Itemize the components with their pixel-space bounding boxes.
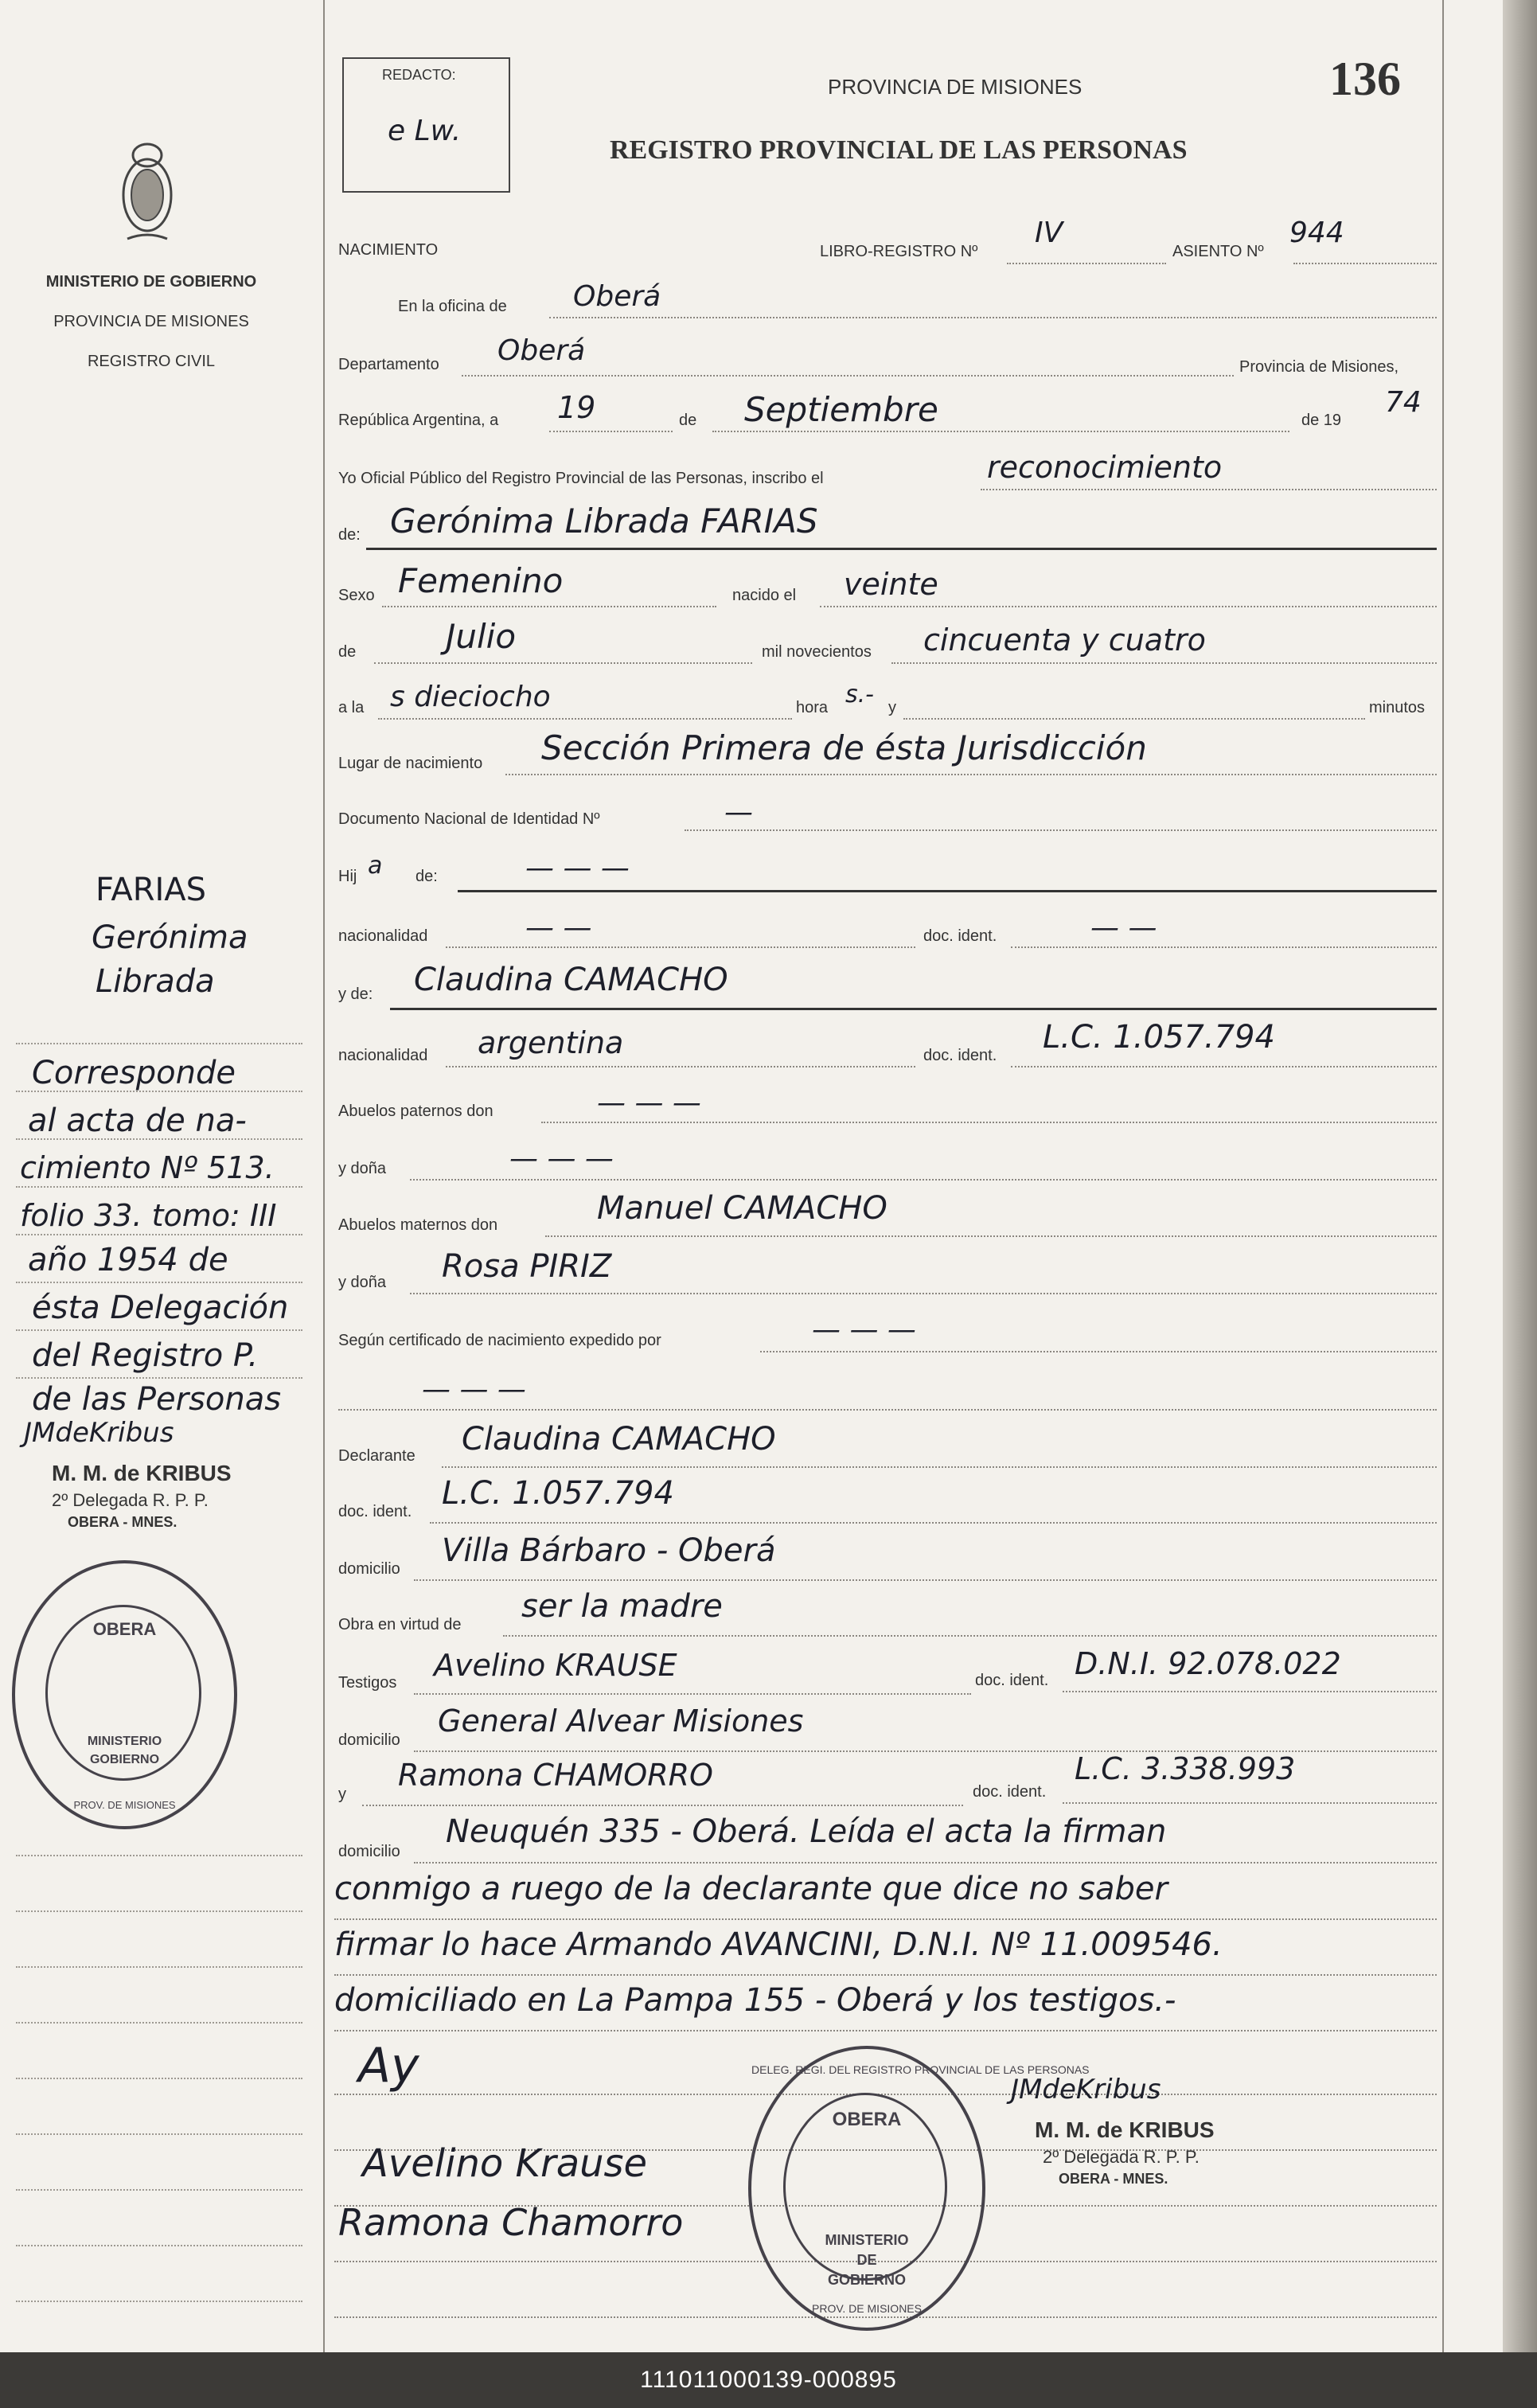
delegada-name-bottom: M. M. de KRIBUS [1035,2117,1215,2142]
fecha-de: de [679,412,697,429]
oficina-line [549,317,1437,318]
province-header: PROVINCIA DE MISIONES [828,75,1083,99]
ab-pat-value: — — — [597,1087,701,1119]
barcode-label: 111011000139-000895 [640,2367,897,2393]
hora-label2: hora [796,699,829,716]
provincia-suffix: Provincia de Misiones, [1239,358,1399,376]
ab-pat-line [541,1122,1437,1123]
sexo-label: Sexo [338,587,375,604]
nac1-value: — — [525,911,592,944]
nacido-value: veinte [844,567,938,602]
margin-line: ésta Delegación [32,1290,289,1326]
madre-line [390,1008,1437,1010]
margin-rule-12 [16,2022,302,2024]
official-seal-left [12,1560,237,1829]
signature-1: Ay [358,2038,419,2094]
nacido-label: nacido el [732,587,797,604]
lugar-line [505,774,1437,775]
departamento-line [462,375,1234,377]
seal-inner1-left: MINISTERIO [87,1735,162,1748]
redacto-box [342,57,510,193]
testigos-doc-line [1063,1691,1437,1692]
coat-of-arms-icon [119,135,175,247]
ab-mat-value: Manuel CAMACHO [597,1190,887,1227]
testigo2-doc-line [1063,1802,1437,1804]
ab-pat-d-line [410,1179,1437,1181]
nombre-value: Gerónima Librada FARIAS [390,502,818,541]
segun-line2 [338,1409,1437,1411]
nac2-doc-line [1011,1066,1437,1067]
nac1-doc-line [1011,946,1437,948]
delegada-place-bottom: OBERA - MNES. [1059,2171,1168,2187]
margin-rule-14 [16,2133,302,2135]
doc-decl-line [430,1522,1437,1524]
nac1-doc-value: — — [1090,911,1157,944]
oficial-label: Yo Oficial Público del Registro Provincial de las Personas, inscribo el [338,470,824,487]
declarante-label: Declarante [338,1447,415,1465]
hora-y: y [888,699,896,716]
de-label: de: [338,526,361,544]
seal-inner2: DE [856,2252,877,2268]
testigos-label: Testigos [338,1674,397,1692]
delegada-title-left: 2º Delegada R. P. P. [52,1490,209,1510]
hijo-de: de: [415,868,438,885]
mes-line [374,662,752,664]
libro-value: IV [1035,217,1063,249]
ab-pat-d-value: — — — [509,1142,614,1175]
seal-top-text: OBERA [832,2109,902,2130]
margin-rule-5 [16,1234,302,1235]
madre-label: y de: [338,985,373,1003]
margin-line: del Registro P. [32,1337,259,1374]
delegada-place-left: OBERA - MNES. [68,1514,177,1530]
signature-2: Avelino Krause [362,2141,648,2186]
seal-inner3: GOBIERNO [827,2272,906,2288]
seal-outer-text: DELEG. REGI. DEL REGISTRO PROVINCIAL DE LAS PERSONAS [751,2063,1090,2076]
page-title: REGISTRO PROVINCIAL DE LAS PERSONAS [610,135,1188,165]
margin-line: año 1954 de [28,1242,228,1278]
mil-line [891,662,1437,664]
signature-3: Ramona Chamorro [338,2201,684,2244]
nac2-label: nacionalidad [338,1047,428,1064]
asiento-value: 944 [1289,217,1344,249]
margin-rule-9 [16,1855,302,1856]
nac2-value: argentina [478,1025,624,1060]
hijo-suffix: a [368,852,383,880]
margin-line: de las Personas [32,1381,282,1418]
ab-mat-d-label: y doña [338,1274,387,1291]
domicilio1-label: domicilio [338,1560,400,1578]
asiento-line [1293,263,1437,264]
sexo-value: Femenino [398,561,564,600]
testigo2-value: Ramona CHAMORRO [398,1758,713,1793]
domicilio3-value: Neuquén 335 - Oberá. Leída el acta la firman [446,1813,1167,1850]
mil-value: cincuenta y cuatro [923,622,1206,658]
registry-label: REGISTRO CIVIL [87,353,216,370]
day-line [549,431,673,432]
doc-decl-value: L.C. 1.057.794 [442,1475,674,1512]
fecha-de2: de 19 [1301,412,1342,429]
seal-top-text-left: OBERA [92,1619,157,1639]
nac1-line [446,946,915,948]
doc-decl-label: doc. ident. [338,1503,412,1520]
domicilio3-label: domicilio [338,1843,400,1860]
segun-line [760,1351,1437,1352]
testigos-value: Avelino KRAUSE [434,1648,677,1683]
libro-line [1007,263,1166,264]
margin-line: cimiento Nº 513. [20,1150,275,1185]
month-line [712,431,1289,432]
domicilio1-line [414,1579,1437,1581]
nacido-line [820,606,1437,607]
margin-divider [323,0,325,2352]
margin-rule-10 [16,1910,302,1912]
ab-mat-d-line [410,1293,1437,1294]
delegada-signature-bottom: JMdeKribus [1011,2074,1161,2106]
margin-rule-16 [16,2245,302,2246]
sexo-line [382,606,716,607]
margin-rule-6 [16,1282,302,1283]
ab-mat-line [545,1235,1437,1237]
cont3-text: domiciliado en La Pampa 155 - Oberá y los testigos.- [334,1982,1176,2019]
margin-name2: Gerónima [92,919,248,956]
mes-label: de [338,643,357,661]
nac1-label: nacionalidad [338,927,428,945]
ab-mat-label: Abuelos maternos don [338,1216,498,1234]
departamento-value: Oberá [497,334,586,367]
nac2-line [446,1066,915,1067]
hora-value2: s.- [845,681,874,708]
testigo2-label: y [338,1786,346,1803]
documento-label: Documento Nacional de Identidad Nº [338,810,600,828]
departamento-label: Departamento [338,356,439,373]
hora-value: s dieciocho [390,681,551,713]
oficina-value: Oberá [573,280,661,313]
cont2-text: firmar lo hace Armando AVANCINI, D.N.I. Nº 11.009546. [334,1926,1223,1963]
lugar-label: Lugar de nacimiento [338,755,483,772]
seal-bottom-text: PROV. DE MISIONES [812,2302,922,2315]
delegada-signature-left: JMdeKribus [24,1417,174,1449]
asiento-label: ASIENTO Nº [1172,243,1264,260]
fecha-day: 19 [557,390,596,425]
documento-line [685,829,1437,831]
nacimiento-label: NACIMIENTO [338,241,439,259]
margin-rule-17 [16,2301,302,2302]
testigos-doc-value: D.N.I. 92.078.022 [1075,1646,1341,1681]
margin-line: Corresponde [32,1055,236,1091]
margin-rule-1 [16,1043,302,1044]
testigos-line [414,1693,971,1695]
page-edge [1503,0,1537,2352]
nac2-doc-label: doc. ident. [923,1047,997,1064]
fecha-label: República Argentina, a [338,412,499,429]
nac1-doc-label: doc. ident. [923,927,997,945]
redacto-label: REDACTO: [382,67,456,83]
documento-value: — [724,796,753,829]
margin-rule-11 [16,1966,302,1968]
hora-label: a la [338,699,365,716]
redacto-value: e Lw. [388,115,462,147]
margin-rule-13 [16,2078,302,2079]
margin-name3: Librada [96,963,215,1000]
oficina-label: En la oficina de [398,298,507,315]
domicilio2-label: domicilio [338,1731,400,1749]
seal-inner3-left: GOBIERNO [89,1753,160,1766]
margin-rule-8 [16,1377,302,1379]
hijo-line [458,890,1437,892]
delegada-name-left: M. M. de KRIBUS [52,1461,232,1485]
testigo2-doc-label: doc. ident. [973,1783,1047,1801]
margin-rule-7 [16,1329,302,1331]
nac2-doc-value: L.C. 1.057.794 [1043,1019,1275,1056]
oficial-value: reconocimiento [987,450,1223,485]
lugar-value: Sección Primera de ésta Jurisdicción [541,728,1147,767]
oficial-line [981,489,1437,490]
testigo2-doc-value: L.C. 3.338.993 [1075,1751,1296,1786]
nombre-line [366,548,1437,550]
province-label: PROVINCIA DE MISIONES [53,313,249,330]
minutos-line [903,718,1365,720]
segun-value: — — — [812,1313,916,1346]
domicilio1-value: Villa Bárbaro - Oberá [442,1532,776,1569]
right-border [1442,0,1444,2352]
testigo2-line [362,1805,963,1806]
obra-label: Obra en virtud de [338,1616,462,1633]
segun-value2: — — — [422,1373,526,1406]
declarante-value: Claudina CAMACHO [462,1421,776,1458]
fecha-year: 74 [1385,386,1422,419]
fecha-month: Septiembre [744,390,938,429]
margin-rule-4 [16,1186,302,1188]
ab-pat-d-label: y doña [338,1160,387,1177]
hijo-label: Hij [338,868,357,885]
ab-mat-d-value: Rosa PIRIZ [442,1248,612,1285]
margin-name1: FARIAS [96,872,207,908]
domicilio2-value: General Alvear Misiones [438,1704,804,1739]
seal-inner1: MINISTERIO [825,2232,909,2248]
cont1-text: conmigo a ruego de la declarante que dice no saber [334,1871,1168,1907]
ab-pat-label: Abuelos paternos don [338,1103,493,1120]
declarante-line [442,1466,1437,1468]
cont1-line [334,1918,1437,1920]
madre-value: Claudina CAMACHO [414,962,728,998]
testigos-doc-label: doc. ident. [975,1672,1049,1689]
segun-label: Según certificado de nacimiento expedido por [338,1332,661,1349]
ministry-label: MINISTERIO DE GOBIERNO [45,273,257,291]
mil-label: mil novecientos [762,643,872,661]
obra-value: ser la madre [521,1588,723,1625]
margin-line: folio 33. tomo: III [20,1198,277,1233]
margin-rule-15 [16,2189,302,2191]
mes-value: Julio [446,617,517,656]
delegada-title-bottom: 2º Delegada R. P. P. [1043,2147,1200,2167]
seal-bottom-text-left: PROV. DE MISIONES [73,1799,176,1811]
obra-line [503,1635,1437,1637]
domicilio3-line [414,1862,1437,1864]
minutos-label: minutos [1369,699,1426,716]
cont3-line [334,2030,1437,2031]
libro-label: LIBRO-REGISTRO Nº [820,243,978,260]
cont2-line [334,1974,1437,1976]
hijo-value: — — — [525,852,630,884]
page-number: 136 [1329,53,1401,105]
margin-line: al acta de na- [28,1103,247,1139]
hora-line [378,718,792,720]
